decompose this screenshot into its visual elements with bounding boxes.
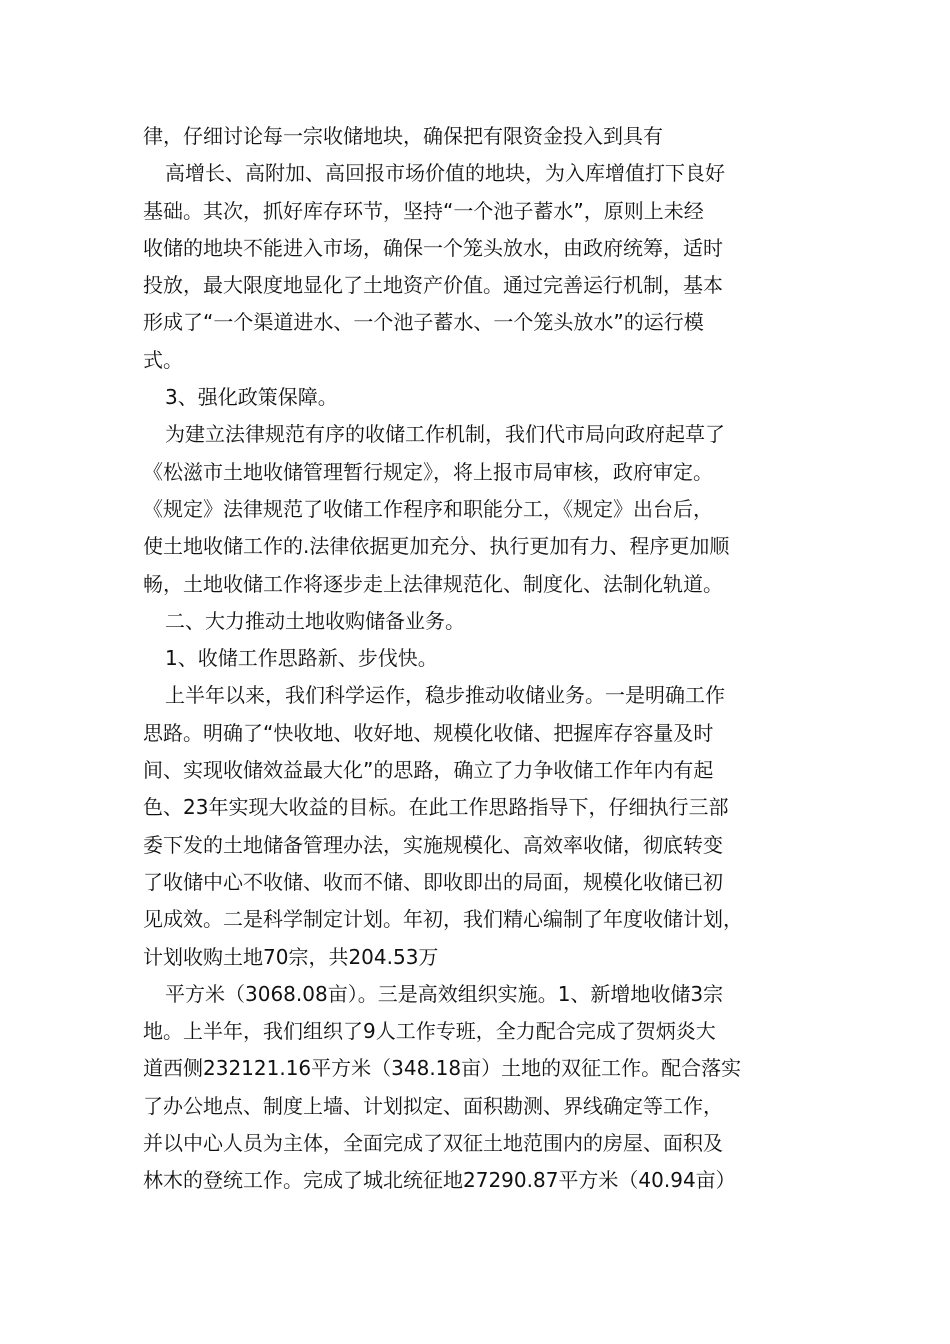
text-line: 并以中心人员为主体，全面完成了双征土地范围内的房屋、面积及 bbox=[143, 1131, 723, 1156]
text-line: 基础。其次，抓好库存环节，坚持“一个池子蓄水”，原则上未经 bbox=[143, 198, 704, 223]
text-line: 平方米（3068.08亩）。三是高效组织实施。1、新增地收储3宗 bbox=[165, 981, 724, 1006]
text-line: 《规定》法律规范了收储工作程序和职能分工，《规定》出台后， bbox=[143, 496, 713, 521]
text-line: 色、23年实现大收益的目标。在此工作思路指导下，仔细执行三部 bbox=[143, 795, 729, 820]
text-line: 《松滋市土地收储管理暂行规定》，将上报市局审核，政府审定。 bbox=[143, 459, 713, 484]
text-line: 计划收购土地70宗，共204.53万 bbox=[143, 944, 439, 969]
text-line: 思路。明确了“快收地、收好地、规模化收储、把握库存容量及时 bbox=[143, 720, 714, 745]
text-line: 收储的地块不能进入市场，确保一个笼头放水，由政府统筹，适时 bbox=[143, 235, 723, 260]
text-line: 二、大力推动土地收购储备业务。 bbox=[165, 608, 465, 633]
text-line: 高增长、高附加、高回报市场价值的地块，为入库增值打下良好 bbox=[165, 161, 725, 186]
text-line: 投放，最大限度地显化了土地资产价值。通过完善运行机制，基本 bbox=[143, 273, 723, 298]
text-line: 使土地收储工作的.法律依据更加充分、执行更加有力、程序更加顺 bbox=[143, 534, 730, 559]
text-line: 式。 bbox=[143, 347, 183, 372]
text-line: 见成效。二是科学制定计划。年初，我们精心编制了年度收储计划， bbox=[143, 907, 743, 932]
text-line: 间、实现收储效益最大化”的思路，确立了力争收储工作年内有起 bbox=[143, 758, 714, 783]
text-line: 道西侧232121.16平方米（348.18亩）土地的双征工作。配合落实 bbox=[143, 1056, 742, 1081]
text-line: 委下发的土地储备管理办法，实施规模化、高效率收储，彻底转变 bbox=[143, 832, 723, 857]
text-line: 上半年以来，我们科学运作，稳步推动收储业务。一是明确工作 bbox=[165, 683, 725, 708]
text-line: 了办公地点、制度上墙、计划拟定、面积勘测、界线确定等工作， bbox=[143, 1093, 723, 1118]
text-line: 形成了“一个渠道进水、一个池子蓄水、一个笼头放水”的运行模 bbox=[143, 310, 704, 335]
text-line: 林木的登统工作。完成了城北统征地27290.87平方米（40.94亩） bbox=[143, 1168, 736, 1193]
text-line: 地。上半年，我们组织了9人工作专班，全力配合完成了贺炳炎大 bbox=[143, 1019, 716, 1044]
text-line: 3、强化政策保障。 bbox=[165, 385, 338, 410]
text-line: 畅，土地收储工作将逐步走上法律规范化、制度化、法制化轨道。 bbox=[143, 571, 723, 596]
text-line: 1、收储工作思路新、步伐快。 bbox=[165, 646, 438, 671]
text-line: 律，仔细讨论每一宗收储地块，确保把有限资金投入到具有 bbox=[143, 124, 663, 148]
text-line: 了收储中心不收储、收而不储、即收即出的局面，规模化收储已初 bbox=[143, 869, 723, 894]
text-line: 为建立法律规范有序的收储工作机制，我们代市局向政府起草了 bbox=[165, 422, 725, 447]
document-body bbox=[143, 118, 823, 1200]
